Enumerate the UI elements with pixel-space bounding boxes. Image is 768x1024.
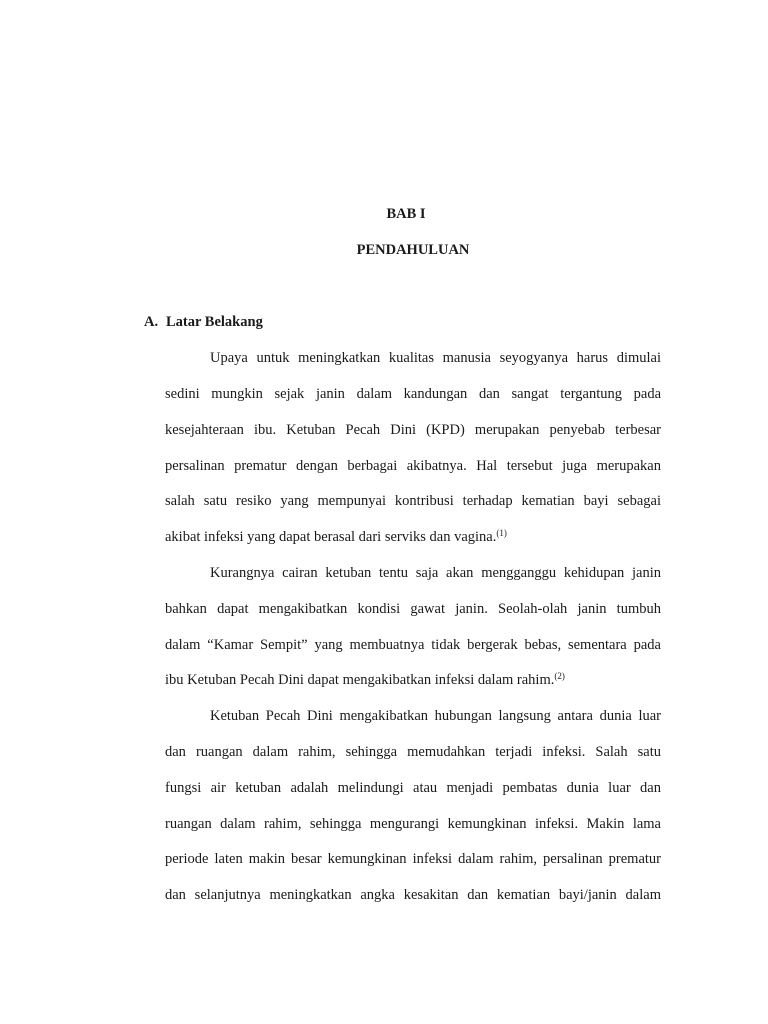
paragraph-3-line-1: Ketuban Pecah Dini mengakibatkan hubungan langsung antara dunia luar [210,708,661,724]
paragraph-1-line-2: sedini mungkin sejak janin dalam kandungan dan sangat tergantung pada [165,386,661,402]
chapter-number: BAB I [386,206,426,222]
citation-1: (1) [496,528,507,538]
paragraph-2-line-4 [165,670,661,690]
paragraph-2-line-4-text: ibu Ketuban Pecah Dini dapat mengakibatkan infeksi dalam rahim. [165,672,555,688]
paragraph-2-line-1: Kurangnya cairan ketuban tentu saja akan mengganggu kehidupan janin [210,565,661,581]
paragraph-3-line-4: ruangan dalam rahim, sehingga mengurangi kemungkinan infeksi. Makin lama [165,816,661,832]
paragraph-1-line-6-text: akibat infeksi yang dapat berasal dari serviks dan vagina. [165,529,497,545]
paragraph-3-line-2: dan ruangan dalam rahim, sehingga memudahkan terjadi infeksi. Salah satu [165,744,661,760]
paragraph-3-line-5: periode laten makin besar kemungkinan infeksi dalam rahim, persalinan prematur [165,851,661,867]
chapter-title: PENDAHULUAN [356,242,470,258]
paragraph-3-line-6: dan selanjutnya meningkatkan angka kesakitan dan kematian bayi/janin dalam [165,887,661,903]
paragraph-1-line-1: Upaya untuk meningkatkan kualitas manusia seyogyanya harus dimulai [210,350,661,366]
section-letter: A. [144,314,159,330]
section-title: Latar Belakang [166,314,263,330]
section-heading [144,314,263,331]
paragraph-2-line-2: bahkan dapat mengakibatkan kondisi gawat janin. Seolah-olah janin tumbuh [165,601,661,617]
paragraph-2-line-3: dalam “Kamar Sempit” yang membuatnya tidak bergerak bebas, sementara pada [165,637,661,653]
citation-2: (2) [554,671,565,681]
paragraph-1-line-6 [165,527,661,547]
paragraph-1-line-4: persalinan prematur dengan berbagai akibatnya. Hal tersebut juga merupakan [165,458,661,474]
paragraph-1-line-3: kesejahteraan ibu. Ketuban Pecah Dini (KPD) merupakan penyebab terbesar [165,422,661,438]
paragraph-3-line-3: fungsi air ketuban adalah melindungi atau menjadi pembatas dunia luar dan [165,780,661,796]
paragraph-1-line-5: salah satu resiko yang mempunyai kontribusi terhadap kematian bayi sebagai [165,493,661,509]
